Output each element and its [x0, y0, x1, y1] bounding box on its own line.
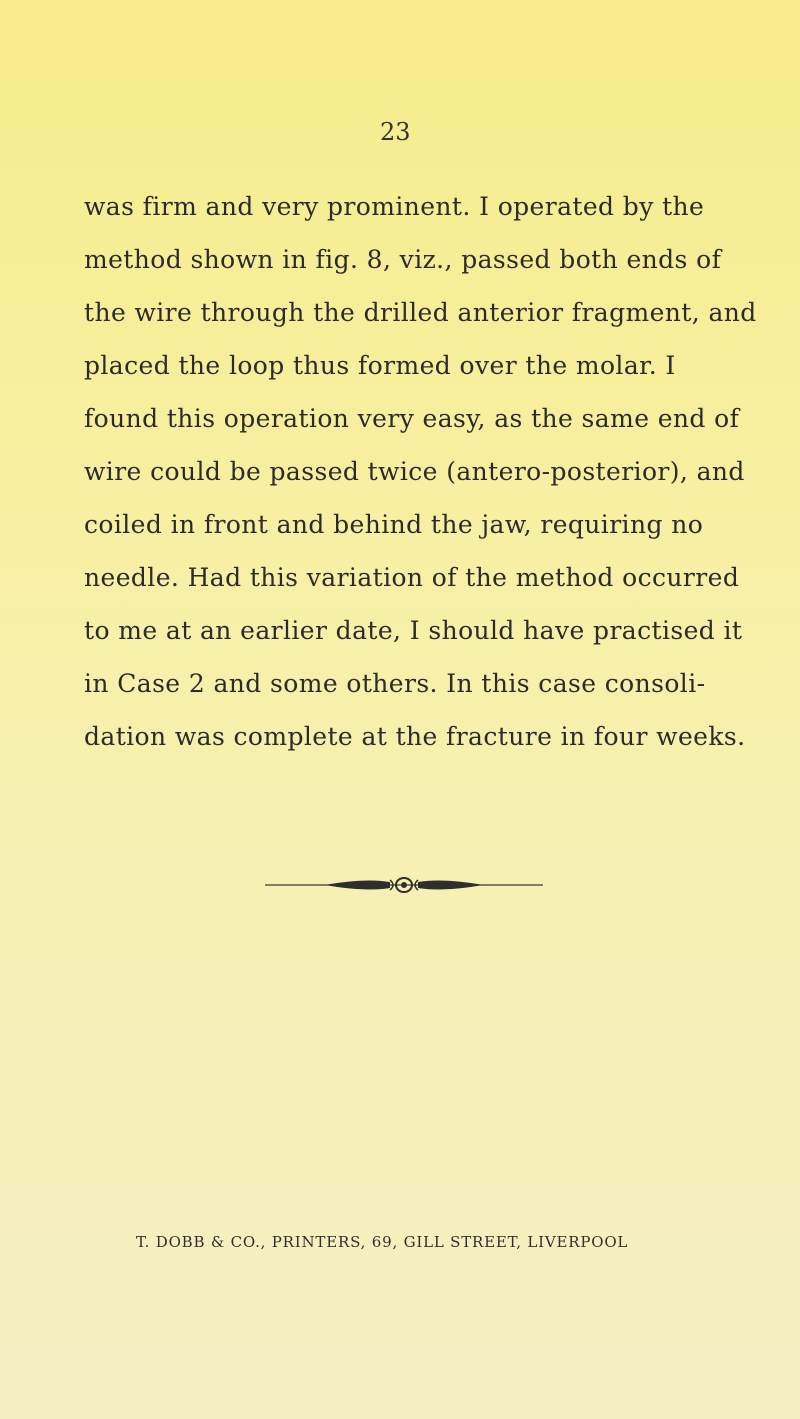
printer-imprint: T. DOBB & CO., PRINTERS, 69, GILL STREET, LIVERPOOL — [136, 1233, 629, 1251]
text-line: needle. Had this variation of the method occurred — [84, 563, 740, 592]
body-text — [84, 180, 757, 763]
text-line: placed the loop thus formed over the molar. I — [84, 351, 676, 380]
text-line: method shown in fig. 8, viz., passed both ends of — [84, 245, 722, 274]
text-line: coiled in front and behind the jaw, requiring no — [84, 510, 704, 539]
text-line: was firm and very prominent. I operated by the — [84, 192, 705, 221]
text-line: in Case 2 and some others. In this case consoli- — [84, 669, 706, 698]
decorative-divider-ornament — [265, 875, 543, 895]
text-line: found this operation very easy, as the same end of — [84, 404, 740, 433]
text-line: to me at an earlier date, I should have practised it — [84, 616, 743, 645]
text-line: wire could be passed twice (antero-posterior), and — [84, 457, 745, 486]
text-line: the wire through the drilled anterior fragment, and — [84, 298, 757, 327]
text-line: dation was complete at the fracture in four weeks. — [84, 722, 746, 751]
page-number: 23 — [380, 118, 411, 146]
